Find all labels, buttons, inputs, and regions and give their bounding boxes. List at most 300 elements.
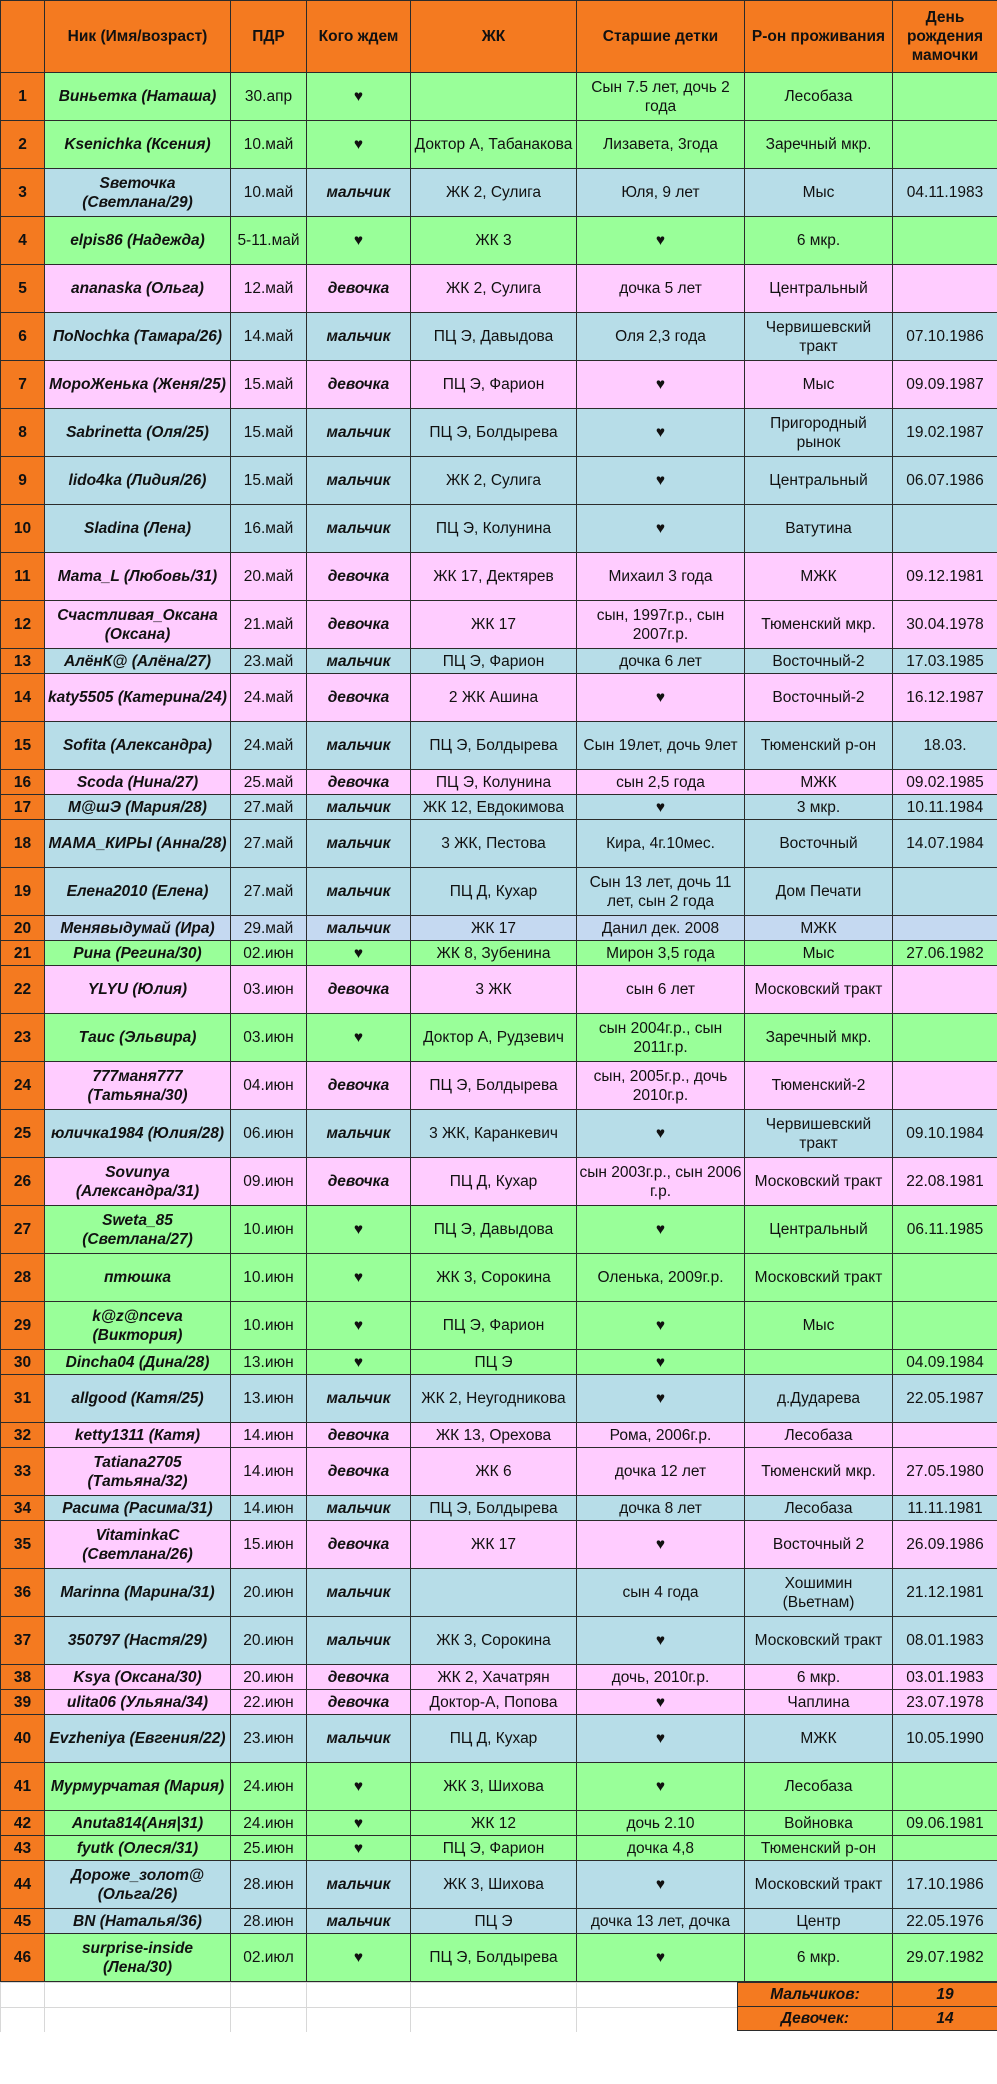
nickname-cell[interactable]: Mama_L (Любовь/31) (45, 553, 231, 601)
nickname-cell[interactable]: Ksenichka (Ксения) (45, 121, 231, 169)
mom-birthday-cell[interactable] (893, 1763, 997, 1811)
older-kids-cell[interactable]: сын 6 лет (577, 966, 745, 1014)
nickname-cell[interactable]: BN (Наталья/36) (45, 1909, 231, 1934)
mom-birthday-cell[interactable]: 09.10.1984 (893, 1110, 997, 1158)
clinic-cell[interactable]: ПЦ Э, Фарион (411, 1836, 577, 1861)
expecting-cell[interactable]: мальчик (307, 868, 411, 916)
district-cell[interactable]: Червишевский тракт (745, 1110, 893, 1158)
row-number-cell[interactable]: 15 (1, 722, 45, 770)
nickname-cell[interactable]: МороЖенька (Женя/25) (45, 361, 231, 409)
mom-birthday-cell[interactable] (893, 121, 997, 169)
row-number-cell[interactable]: 24 (1, 1062, 45, 1110)
clinic-cell[interactable]: ПЦ Д, Кухар (411, 1158, 577, 1206)
clinic-cell[interactable]: 3 ЖК (411, 966, 577, 1014)
mom-birthday-cell[interactable]: 27.05.1980 (893, 1448, 997, 1496)
nickname-cell[interactable]: Расима (Расима/31) (45, 1496, 231, 1521)
row-number-cell[interactable]: 12 (1, 601, 45, 649)
nickname-cell[interactable]: 350797 (Настя/29) (45, 1617, 231, 1665)
district-cell[interactable]: Лесобаза (745, 1423, 893, 1448)
due-date-cell[interactable]: 30.апр (231, 73, 307, 121)
due-date-cell[interactable]: 10.июн (231, 1302, 307, 1350)
due-date-cell[interactable]: 23.май (231, 649, 307, 674)
nickname-cell[interactable]: Sветочка (Светлана/29) (45, 169, 231, 217)
older-kids-cell[interactable]: Сын 19лет, дочь 9лет (577, 722, 745, 770)
district-cell[interactable]: Тюменский р-он (745, 1836, 893, 1861)
header-who[interactable]: Кого ждем (307, 1, 411, 73)
expecting-cell[interactable]: мальчик (307, 313, 411, 361)
older-kids-cell[interactable]: ♥ (577, 795, 745, 820)
older-kids-cell[interactable]: сын, 1997г.р., сын 2007г.р. (577, 601, 745, 649)
row-number-cell[interactable]: 26 (1, 1158, 45, 1206)
row-number-cell[interactable]: 30 (1, 1350, 45, 1375)
due-date-cell[interactable]: 02.июл (231, 1934, 307, 1982)
row-number-cell[interactable]: 37 (1, 1617, 45, 1665)
nickname-cell[interactable]: k@z@nceva (Виктория) (45, 1302, 231, 1350)
expecting-cell[interactable]: девочка (307, 770, 411, 795)
nickname-cell[interactable]: юличка1984 (Юлия/28) (45, 1110, 231, 1158)
due-date-cell[interactable]: 28.июн (231, 1909, 307, 1934)
clinic-cell[interactable]: ПЦ Д, Кухар (411, 1715, 577, 1763)
row-number-cell[interactable]: 40 (1, 1715, 45, 1763)
mom-birthday-cell[interactable] (893, 916, 997, 941)
due-date-cell[interactable]: 14.июн (231, 1423, 307, 1448)
clinic-cell[interactable]: ЖК 17, Дектярев (411, 553, 577, 601)
due-date-cell[interactable]: 20.июн (231, 1617, 307, 1665)
older-kids-cell[interactable]: дочь 2.10 (577, 1811, 745, 1836)
due-date-cell[interactable]: 22.июн (231, 1690, 307, 1715)
clinic-cell[interactable]: ПЦ Э, Колунина (411, 505, 577, 553)
older-kids-cell[interactable]: ♥ (577, 361, 745, 409)
older-kids-cell[interactable]: ♥ (577, 457, 745, 505)
mom-birthday-cell[interactable] (893, 868, 997, 916)
summary-boys-value[interactable]: 19 (893, 1983, 997, 2007)
nickname-cell[interactable]: surprise-inside (Лена/30) (45, 1934, 231, 1982)
clinic-cell[interactable]: Доктор-А, Попова (411, 1690, 577, 1715)
expecting-cell[interactable]: ♥ (307, 1350, 411, 1375)
due-date-cell[interactable]: 28.июн (231, 1861, 307, 1909)
nickname-cell[interactable]: ПоNochka (Тамара/26) (45, 313, 231, 361)
nickname-cell[interactable]: YLYU (Юлия) (45, 966, 231, 1014)
mom-birthday-cell[interactable]: 17.10.1986 (893, 1861, 997, 1909)
district-cell[interactable]: Московский тракт (745, 1617, 893, 1665)
mom-birthday-cell[interactable]: 19.02.1987 (893, 409, 997, 457)
row-number-cell[interactable]: 8 (1, 409, 45, 457)
nickname-cell[interactable]: Таис (Эльвира) (45, 1014, 231, 1062)
row-number-cell[interactable]: 38 (1, 1665, 45, 1690)
expecting-cell[interactable]: мальчик (307, 169, 411, 217)
district-cell[interactable]: 3 мкр. (745, 795, 893, 820)
due-date-cell[interactable]: 25.июн (231, 1836, 307, 1861)
due-date-cell[interactable]: 10.май (231, 121, 307, 169)
mom-birthday-cell[interactable] (893, 73, 997, 121)
older-kids-cell[interactable]: Мирон 3,5 года (577, 941, 745, 966)
district-cell[interactable]: МЖК (745, 1715, 893, 1763)
expecting-cell[interactable]: девочка (307, 1665, 411, 1690)
header-kids[interactable]: Старшие детки (577, 1, 745, 73)
expecting-cell[interactable]: мальчик (307, 505, 411, 553)
district-cell[interactable]: Московский тракт (745, 1158, 893, 1206)
row-number-cell[interactable]: 11 (1, 553, 45, 601)
nickname-cell[interactable]: ananaska (Ольга) (45, 265, 231, 313)
clinic-cell[interactable]: ЖК 3, Сорокина (411, 1254, 577, 1302)
nickname-cell[interactable]: fyutk (Олеся/31) (45, 1836, 231, 1861)
clinic-cell[interactable]: ЖК 2, Хачатрян (411, 1665, 577, 1690)
clinic-cell[interactable]: ЖК 13, Орехова (411, 1423, 577, 1448)
row-number-cell[interactable]: 2 (1, 121, 45, 169)
clinic-cell[interactable]: ПЦ Э, Болдырева (411, 1062, 577, 1110)
nickname-cell[interactable]: katy5505 (Катерина/24) (45, 674, 231, 722)
older-kids-cell[interactable]: ♥ (577, 1617, 745, 1665)
older-kids-cell[interactable]: ♥ (577, 1302, 745, 1350)
mom-birthday-cell[interactable]: 18.03. (893, 722, 997, 770)
due-date-cell[interactable]: 10.июн (231, 1206, 307, 1254)
clinic-cell[interactable]: ЖК 17 (411, 601, 577, 649)
nickname-cell[interactable]: Anuta814(Аня|31) (45, 1811, 231, 1836)
district-cell[interactable]: Центральный (745, 265, 893, 313)
mom-birthday-cell[interactable]: 16.12.1987 (893, 674, 997, 722)
older-kids-cell[interactable]: дочка 4,8 (577, 1836, 745, 1861)
due-date-cell[interactable]: 27.май (231, 868, 307, 916)
district-cell[interactable]: Центральный (745, 457, 893, 505)
expecting-cell[interactable]: мальчик (307, 1617, 411, 1665)
summary-boys-label[interactable]: Мальчиков: (738, 1983, 893, 2007)
expecting-cell[interactable]: девочка (307, 1521, 411, 1569)
expecting-cell[interactable]: мальчик (307, 1909, 411, 1934)
district-cell[interactable]: Дом Печати (745, 868, 893, 916)
row-number-cell[interactable]: 5 (1, 265, 45, 313)
mom-birthday-cell[interactable] (893, 505, 997, 553)
clinic-cell[interactable]: ЖК 8, Зубенина (411, 941, 577, 966)
expecting-cell[interactable]: девочка (307, 1062, 411, 1110)
due-date-cell[interactable]: 09.июн (231, 1158, 307, 1206)
clinic-cell[interactable]: ЖК 2, Неугодникова (411, 1375, 577, 1423)
expecting-cell[interactable]: девочка (307, 1690, 411, 1715)
row-number-cell[interactable]: 23 (1, 1014, 45, 1062)
row-number-cell[interactable]: 7 (1, 361, 45, 409)
clinic-cell[interactable]: ПЦ Э, Болдырева (411, 1496, 577, 1521)
row-number-cell[interactable]: 32 (1, 1423, 45, 1448)
row-number-cell[interactable]: 20 (1, 916, 45, 941)
district-cell[interactable]: Московский тракт (745, 1254, 893, 1302)
row-number-cell[interactable]: 41 (1, 1763, 45, 1811)
clinic-cell[interactable]: ПЦ Э, Фарион (411, 1302, 577, 1350)
due-date-cell[interactable]: 20.июн (231, 1569, 307, 1617)
due-date-cell[interactable]: 03.июн (231, 966, 307, 1014)
mom-birthday-cell[interactable]: 04.11.1983 (893, 169, 997, 217)
district-cell[interactable]: Восточный-2 (745, 649, 893, 674)
clinic-cell[interactable]: ЖК 3 (411, 217, 577, 265)
due-date-cell[interactable]: 5-11.май (231, 217, 307, 265)
older-kids-cell[interactable]: дочка 12 лет (577, 1448, 745, 1496)
nickname-cell[interactable]: Елена2010 (Елена) (45, 868, 231, 916)
row-number-cell[interactable]: 42 (1, 1811, 45, 1836)
clinic-cell[interactable]: ПЦ Э, Фарион (411, 649, 577, 674)
clinic-cell[interactable]: ЖК 3, Шихова (411, 1763, 577, 1811)
clinic-cell[interactable]: Доктор А, Табанакова (411, 121, 577, 169)
due-date-cell[interactable]: 25.май (231, 770, 307, 795)
nickname-cell[interactable]: АлёнК@ (Алёна/27) (45, 649, 231, 674)
district-cell[interactable]: Лесобаза (745, 73, 893, 121)
older-kids-cell[interactable]: дочка 6 лет (577, 649, 745, 674)
older-kids-cell[interactable]: Сын 13 лет, дочь 11 лет, сын 2 года (577, 868, 745, 916)
nickname-cell[interactable]: ulita06 (Ульяна/34) (45, 1690, 231, 1715)
district-cell[interactable]: Московский тракт (745, 966, 893, 1014)
expecting-cell[interactable]: девочка (307, 601, 411, 649)
row-number-cell[interactable]: 17 (1, 795, 45, 820)
due-date-cell[interactable]: 10.май (231, 169, 307, 217)
district-cell[interactable]: МЖК (745, 916, 893, 941)
due-date-cell[interactable]: 12.май (231, 265, 307, 313)
due-date-cell[interactable]: 20.май (231, 553, 307, 601)
nickname-cell[interactable]: Evzheniya (Евгения/22) (45, 1715, 231, 1763)
expecting-cell[interactable]: девочка (307, 553, 411, 601)
header-zhk[interactable]: ЖК (411, 1, 577, 73)
row-number-cell[interactable]: 29 (1, 1302, 45, 1350)
clinic-cell[interactable]: 3 ЖК, Каранкевич (411, 1110, 577, 1158)
older-kids-cell[interactable]: ♥ (577, 1934, 745, 1982)
district-cell[interactable]: МЖК (745, 553, 893, 601)
district-cell[interactable]: Тюменский-2 (745, 1062, 893, 1110)
nickname-cell[interactable]: Sabrinetta (Оля/25) (45, 409, 231, 457)
row-number-cell[interactable]: 25 (1, 1110, 45, 1158)
district-cell[interactable]: Заречный мкр. (745, 1014, 893, 1062)
nickname-cell[interactable]: Scoda (Нина/27) (45, 770, 231, 795)
due-date-cell[interactable]: 13.июн (231, 1350, 307, 1375)
district-cell[interactable]: Мыс (745, 941, 893, 966)
mom-birthday-cell[interactable]: 17.03.1985 (893, 649, 997, 674)
district-cell[interactable]: МЖК (745, 770, 893, 795)
older-kids-cell[interactable]: ♥ (577, 674, 745, 722)
clinic-cell[interactable]: ПЦ Э (411, 1350, 577, 1375)
clinic-cell[interactable]: 2 ЖК Ашина (411, 674, 577, 722)
mom-birthday-cell[interactable] (893, 265, 997, 313)
mom-birthday-cell[interactable]: 22.05.1987 (893, 1375, 997, 1423)
mom-birthday-cell[interactable]: 10.11.1984 (893, 795, 997, 820)
older-kids-cell[interactable]: Оленька, 2009г.р. (577, 1254, 745, 1302)
due-date-cell[interactable]: 29.май (231, 916, 307, 941)
mom-birthday-cell[interactable]: 22.08.1981 (893, 1158, 997, 1206)
expecting-cell[interactable]: мальчик (307, 1496, 411, 1521)
mom-birthday-cell[interactable]: 11.11.1981 (893, 1496, 997, 1521)
district-cell[interactable]: Заречный мкр. (745, 121, 893, 169)
due-date-cell[interactable]: 15.май (231, 361, 307, 409)
nickname-cell[interactable]: Sovunya (Александра/31) (45, 1158, 231, 1206)
row-number-cell[interactable]: 36 (1, 1569, 45, 1617)
clinic-cell[interactable]: ПЦ Э, Болдырева (411, 409, 577, 457)
nickname-cell[interactable]: Marinna (Марина/31) (45, 1569, 231, 1617)
clinic-cell[interactable]: Доктор А, Рудзевич (411, 1014, 577, 1062)
nickname-cell[interactable]: elpis86 (Надежда) (45, 217, 231, 265)
row-number-cell[interactable]: 14 (1, 674, 45, 722)
expecting-cell[interactable]: ♥ (307, 941, 411, 966)
due-date-cell[interactable]: 24.июн (231, 1763, 307, 1811)
due-date-cell[interactable]: 13.июн (231, 1375, 307, 1423)
older-kids-cell[interactable]: дочка 8 лет (577, 1496, 745, 1521)
due-date-cell[interactable]: 06.июн (231, 1110, 307, 1158)
expecting-cell[interactable]: девочка (307, 1158, 411, 1206)
clinic-cell[interactable]: ПЦ Э, Колунина (411, 770, 577, 795)
row-number-cell[interactable]: 39 (1, 1690, 45, 1715)
due-date-cell[interactable]: 04.июн (231, 1062, 307, 1110)
older-kids-cell[interactable]: Михаил 3 года (577, 553, 745, 601)
expecting-cell[interactable]: ♥ (307, 1763, 411, 1811)
district-cell[interactable]: Тюменский р-он (745, 722, 893, 770)
nickname-cell[interactable]: Виньетка (Наташа) (45, 73, 231, 121)
mom-birthday-cell[interactable]: 09.02.1985 (893, 770, 997, 795)
mom-birthday-cell[interactable] (893, 966, 997, 1014)
clinic-cell[interactable]: ЖК 12, Евдокимова (411, 795, 577, 820)
mom-birthday-cell[interactable] (893, 1062, 997, 1110)
district-cell[interactable]: Пригородный рынок (745, 409, 893, 457)
due-date-cell[interactable]: 15.июн (231, 1521, 307, 1569)
mom-birthday-cell[interactable]: 23.07.1978 (893, 1690, 997, 1715)
expecting-cell[interactable]: ♥ (307, 217, 411, 265)
district-cell[interactable]: Тюменский мкр. (745, 601, 893, 649)
older-kids-cell[interactable]: ♥ (577, 1861, 745, 1909)
district-cell[interactable]: Червишевский тракт (745, 313, 893, 361)
expecting-cell[interactable]: ♥ (307, 1254, 411, 1302)
row-number-cell[interactable]: 1 (1, 73, 45, 121)
expecting-cell[interactable]: ♥ (307, 73, 411, 121)
due-date-cell[interactable]: 24.июн (231, 1811, 307, 1836)
older-kids-cell[interactable]: дочь, 2010г.р. (577, 1665, 745, 1690)
expecting-cell[interactable]: мальчик (307, 457, 411, 505)
mom-birthday-cell[interactable]: 27.06.1982 (893, 941, 997, 966)
expecting-cell[interactable]: девочка (307, 966, 411, 1014)
header-num[interactable] (1, 1, 45, 73)
district-cell[interactable]: Мыс (745, 169, 893, 217)
nickname-cell[interactable]: Мурмурчатая (Мария) (45, 1763, 231, 1811)
older-kids-cell[interactable]: сын 2,5 года (577, 770, 745, 795)
header-nick[interactable]: Ник (Имя/возраст) (45, 1, 231, 73)
expecting-cell[interactable]: мальчик (307, 1569, 411, 1617)
district-cell[interactable]: Ватутина (745, 505, 893, 553)
older-kids-cell[interactable]: ♥ (577, 1715, 745, 1763)
district-cell[interactable]: Хошимин (Вьетнам) (745, 1569, 893, 1617)
expecting-cell[interactable]: девочка (307, 1423, 411, 1448)
clinic-cell[interactable] (411, 1569, 577, 1617)
older-kids-cell[interactable]: сын 2004г.р., сын 2011г.р. (577, 1014, 745, 1062)
clinic-cell[interactable]: ЖК 3, Шихова (411, 1861, 577, 1909)
clinic-cell[interactable]: 3 ЖК, Пестова (411, 820, 577, 868)
expecting-cell[interactable]: мальчик (307, 795, 411, 820)
clinic-cell[interactable]: ЖК 12 (411, 1811, 577, 1836)
due-date-cell[interactable]: 24.май (231, 722, 307, 770)
row-number-cell[interactable]: 10 (1, 505, 45, 553)
district-cell[interactable]: Лесобаза (745, 1496, 893, 1521)
nickname-cell[interactable]: Дороже_золот@ (Ольга/26) (45, 1861, 231, 1909)
mom-birthday-cell[interactable]: 09.12.1981 (893, 553, 997, 601)
older-kids-cell[interactable]: ♥ (577, 1110, 745, 1158)
due-date-cell[interactable]: 03.июн (231, 1014, 307, 1062)
header-pdr[interactable]: ПДР (231, 1, 307, 73)
mom-birthday-cell[interactable]: 06.07.1986 (893, 457, 997, 505)
due-date-cell[interactable]: 15.май (231, 409, 307, 457)
older-kids-cell[interactable]: Данил дек. 2008 (577, 916, 745, 941)
clinic-cell[interactable]: ЖК 2, Сулига (411, 265, 577, 313)
older-kids-cell[interactable]: ♥ (577, 505, 745, 553)
district-cell[interactable]: Войновка (745, 1811, 893, 1836)
row-number-cell[interactable]: 13 (1, 649, 45, 674)
expecting-cell[interactable]: мальчик (307, 409, 411, 457)
older-kids-cell[interactable]: ♥ (577, 1521, 745, 1569)
row-number-cell[interactable]: 44 (1, 1861, 45, 1909)
district-cell[interactable]: Московский тракт (745, 1861, 893, 1909)
district-cell[interactable]: 6 мкр. (745, 217, 893, 265)
nickname-cell[interactable]: Счастливая_Оксана (Оксана) (45, 601, 231, 649)
row-number-cell[interactable]: 31 (1, 1375, 45, 1423)
mom-birthday-cell[interactable]: 29.07.1982 (893, 1934, 997, 1982)
nickname-cell[interactable]: 777маня777 (Татьяна/30) (45, 1062, 231, 1110)
due-date-cell[interactable]: 27.май (231, 795, 307, 820)
district-cell[interactable]: Мыс (745, 1302, 893, 1350)
older-kids-cell[interactable]: Лизавета, 3года (577, 121, 745, 169)
older-kids-cell[interactable]: ♥ (577, 1690, 745, 1715)
due-date-cell[interactable]: 23.июн (231, 1715, 307, 1763)
older-kids-cell[interactable]: Юля, 9 лет (577, 169, 745, 217)
mom-birthday-cell[interactable] (893, 217, 997, 265)
clinic-cell[interactable]: ЖК 17 (411, 1521, 577, 1569)
district-cell[interactable]: Чаплина (745, 1690, 893, 1715)
row-number-cell[interactable]: 9 (1, 457, 45, 505)
expecting-cell[interactable]: ♥ (307, 121, 411, 169)
mom-birthday-cell[interactable]: 14.07.1984 (893, 820, 997, 868)
header-area[interactable]: Р-он проживания (745, 1, 893, 73)
older-kids-cell[interactable]: ♥ (577, 409, 745, 457)
row-number-cell[interactable]: 28 (1, 1254, 45, 1302)
due-date-cell[interactable]: 14.июн (231, 1448, 307, 1496)
expecting-cell[interactable]: ♥ (307, 1836, 411, 1861)
mom-birthday-cell[interactable] (893, 1014, 997, 1062)
expecting-cell[interactable]: мальчик (307, 722, 411, 770)
row-number-cell[interactable]: 34 (1, 1496, 45, 1521)
mom-birthday-cell[interactable]: 26.09.1986 (893, 1521, 997, 1569)
mom-birthday-cell[interactable]: 08.01.1983 (893, 1617, 997, 1665)
due-date-cell[interactable]: 15.май (231, 457, 307, 505)
expecting-cell[interactable]: мальчик (307, 649, 411, 674)
row-number-cell[interactable]: 22 (1, 966, 45, 1014)
district-cell[interactable]: Восточный 2 (745, 1521, 893, 1569)
expecting-cell[interactable]: девочка (307, 361, 411, 409)
clinic-cell[interactable]: ПЦ Э, Болдырева (411, 1934, 577, 1982)
older-kids-cell[interactable]: сын 4 года (577, 1569, 745, 1617)
expecting-cell[interactable]: ♥ (307, 1934, 411, 1982)
older-kids-cell[interactable]: ♥ (577, 1206, 745, 1254)
district-cell[interactable]: д.Дударева (745, 1375, 893, 1423)
mom-birthday-cell[interactable] (893, 1423, 997, 1448)
clinic-cell[interactable]: ПЦ Э, Давыдова (411, 313, 577, 361)
row-number-cell[interactable]: 18 (1, 820, 45, 868)
nickname-cell[interactable]: М@шЭ (Мария/28) (45, 795, 231, 820)
row-number-cell[interactable]: 33 (1, 1448, 45, 1496)
district-cell[interactable]: Лесобаза (745, 1763, 893, 1811)
due-date-cell[interactable]: 14.июн (231, 1496, 307, 1521)
expecting-cell[interactable]: мальчик (307, 1110, 411, 1158)
expecting-cell[interactable]: девочка (307, 674, 411, 722)
older-kids-cell[interactable]: Сын 7.5 лет, дочь 2 года (577, 73, 745, 121)
older-kids-cell[interactable]: дочка 13 лет, дочка (577, 1909, 745, 1934)
clinic-cell[interactable]: ПЦ Э, Давыдова (411, 1206, 577, 1254)
older-kids-cell[interactable]: ♥ (577, 1763, 745, 1811)
nickname-cell[interactable]: МАМА_КИРЫ (Анна/28) (45, 820, 231, 868)
expecting-cell[interactable]: мальчик (307, 820, 411, 868)
nickname-cell[interactable]: Рина (Регина/30) (45, 941, 231, 966)
mom-birthday-cell[interactable]: 22.05.1976 (893, 1909, 997, 1934)
row-number-cell[interactable]: 46 (1, 1934, 45, 1982)
summary-girls-value[interactable]: 14 (893, 2007, 997, 2031)
older-kids-cell[interactable]: Оля 2,3 года (577, 313, 745, 361)
clinic-cell[interactable]: ЖК 2, Сулига (411, 169, 577, 217)
